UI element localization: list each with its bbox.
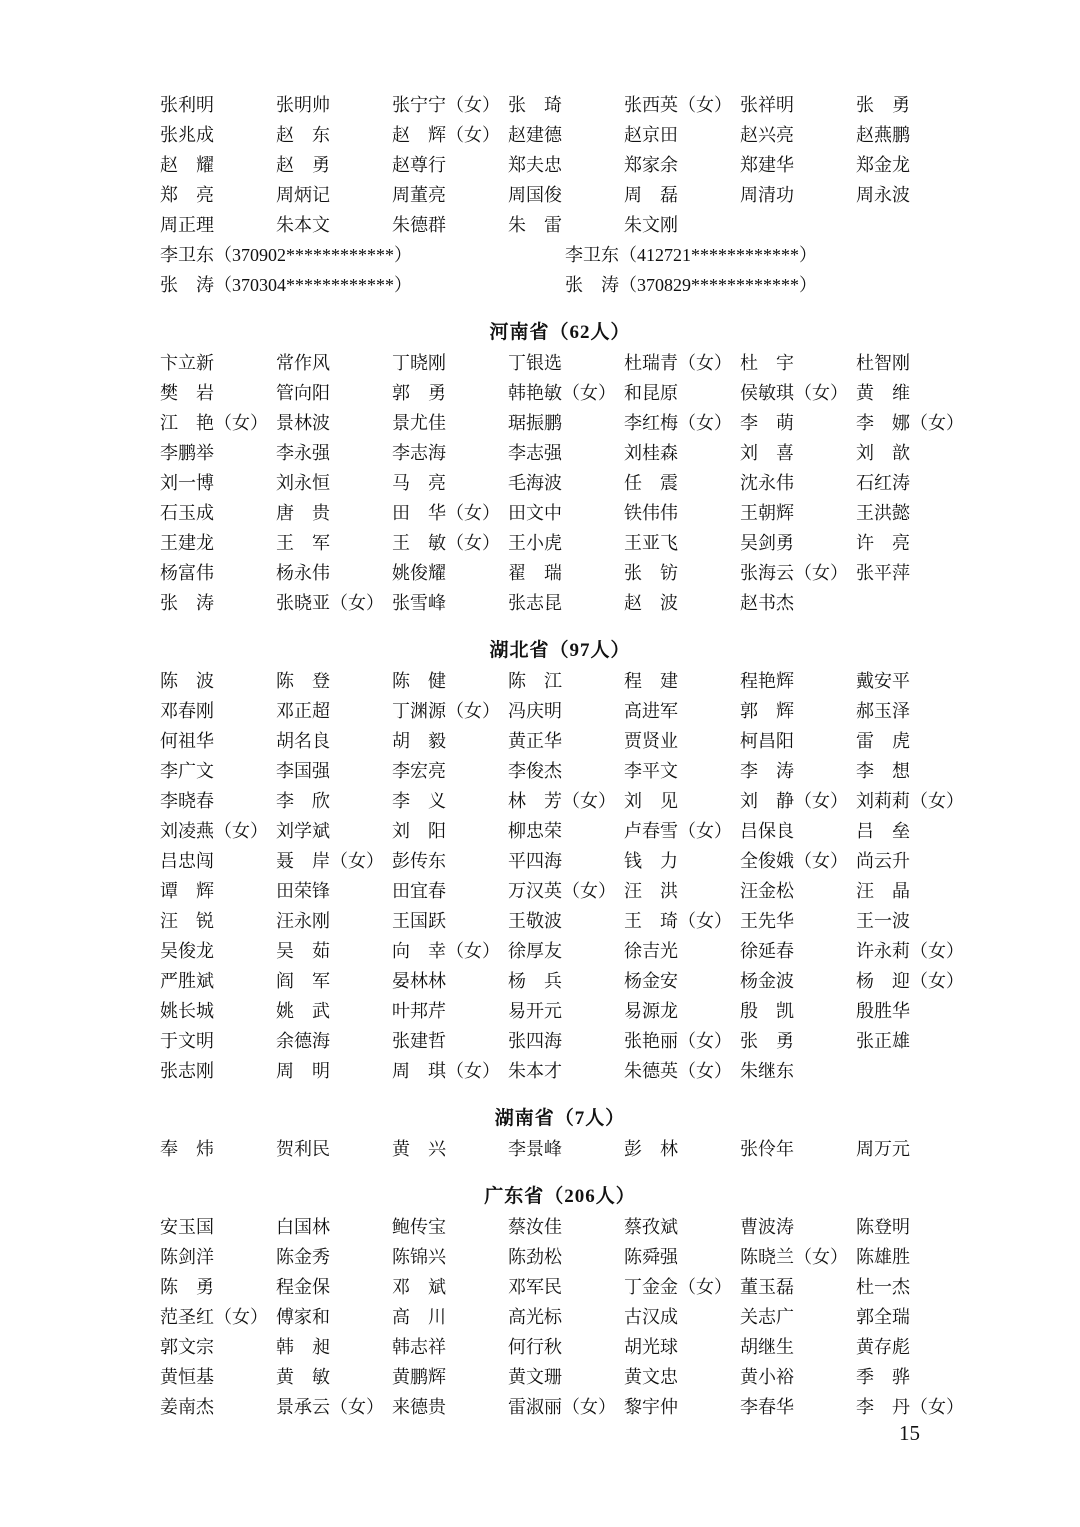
name-cell: 李 想 xyxy=(856,761,910,781)
name-row xyxy=(160,1134,960,1164)
name-cell: 李平文 xyxy=(624,761,678,781)
name-cell: 王亚飞 xyxy=(624,533,678,553)
name-cell: 陈舜强 xyxy=(624,1247,678,1267)
section-title: 湖北省（97人） xyxy=(489,640,631,661)
name-row xyxy=(160,996,960,1026)
name-cell: 王小虎 xyxy=(508,533,562,553)
name-cell: 汪 洪 xyxy=(624,881,678,901)
name-cell: 李俊杰 xyxy=(508,761,562,781)
name-cell: 张志刚 xyxy=(160,1061,214,1081)
name-cell: 陈锦兴 xyxy=(392,1247,446,1267)
name-cell: 李晓春 xyxy=(160,791,214,811)
name-cell: 张西英（女） xyxy=(624,95,732,115)
name-cell: 刘桂森 xyxy=(624,443,678,463)
name-cell: 朱本文 xyxy=(276,215,330,235)
name-cell: 杨 兵 xyxy=(508,971,562,991)
name-cell: 余德海 xyxy=(276,1031,330,1051)
name-cell: 刘一博 xyxy=(160,473,214,493)
name-cell: 丁银选 xyxy=(508,353,562,373)
name-cell: 易开元 xyxy=(508,1001,562,1021)
name-cell: 古汉成 xyxy=(624,1307,678,1327)
name-cell: 姚俊耀 xyxy=(392,563,446,583)
name-row xyxy=(160,468,960,498)
name-cell: 全俊娥（女） xyxy=(740,851,848,871)
name-cell: 郑夫忠 xyxy=(508,155,562,175)
name-cell: 王 军 xyxy=(276,533,330,553)
name-cell: 景承云（女） xyxy=(276,1397,384,1417)
name-row xyxy=(160,726,960,756)
name-cell: 汪 锐 xyxy=(160,911,214,931)
name-cell: 周正理 xyxy=(160,215,214,235)
name-cell: 郭全瑞 xyxy=(856,1307,910,1327)
name-cell: 杨永伟 xyxy=(276,563,330,583)
name-cell: 柯昌阳 xyxy=(740,731,794,751)
name-row xyxy=(160,696,960,726)
name-cell: 陈晓兰（女） xyxy=(740,1247,848,1267)
name-cell: 傅家和 xyxy=(276,1307,330,1327)
section-title: 河南省（62人） xyxy=(489,322,631,343)
name-cell: 雷淑丽（女） xyxy=(508,1397,616,1417)
name-cell: 黄文忠 xyxy=(624,1367,678,1387)
name-cell: 李国强 xyxy=(276,761,330,781)
name-cell: 石红涛 xyxy=(856,473,910,493)
name-cell: 黄 维 xyxy=(856,383,910,403)
name-cell: 季 骅 xyxy=(856,1367,910,1387)
name-cell: 韩艳敏（女） xyxy=(508,383,616,403)
name-cell: 张正雄 xyxy=(856,1031,910,1051)
name-cell: 汪永刚 xyxy=(276,911,330,931)
name-cell: 陈登明 xyxy=(856,1217,910,1237)
name-cell: 毛海波 xyxy=(508,473,562,493)
name-cell: 张 琦 xyxy=(508,95,562,115)
name-cell: 郑 亮 xyxy=(160,185,214,205)
name-row xyxy=(160,1026,960,1056)
name-cell: 陈金秀 xyxy=(276,1247,330,1267)
name-cell: 李 涛 xyxy=(740,761,794,781)
name-cell: 王一波 xyxy=(856,911,910,931)
name-cell: 姚 武 xyxy=(276,1001,330,1021)
name-cell: 周 琪（女） xyxy=(392,1061,500,1081)
name-cell: 张雪峰 xyxy=(392,593,446,613)
name-cell: 黎宇仲 xyxy=(624,1397,678,1417)
name-cell: 朱德群 xyxy=(392,215,446,235)
name-cell: 赵建德 xyxy=(508,125,562,145)
name-cell: 徐吉光 xyxy=(624,941,678,961)
name-row xyxy=(160,1302,960,1332)
name-cell: 赵京田 xyxy=(624,125,678,145)
name-cell: 叶邦芹 xyxy=(392,1001,446,1021)
name-cell: 董玉磊 xyxy=(740,1277,794,1297)
name-cell: 张 勇 xyxy=(856,95,910,115)
name-cell: 胡名良 xyxy=(276,731,330,751)
name-cell: 邓 斌 xyxy=(392,1277,446,1297)
name-cell: 高进军 xyxy=(624,701,678,721)
name-row xyxy=(160,528,960,558)
name-cell: 周永波 xyxy=(856,185,910,205)
name-cell: 杜智刚 xyxy=(856,353,910,373)
name-cell: 黄正华 xyxy=(508,731,562,751)
name-cell: 李 萌 xyxy=(740,413,794,433)
name-row xyxy=(160,1056,960,1086)
name-cell: 蔡孜斌 xyxy=(624,1217,678,1237)
name-cell: 张祥明 xyxy=(740,95,794,115)
section-title: 广东省（206人） xyxy=(484,1186,636,1207)
name-cell: 尚云升 xyxy=(856,851,910,871)
name-cell: 刘 阳 xyxy=(392,821,446,841)
name-cell: 李鹏举 xyxy=(160,443,214,463)
name-cell: 蔡汝佳 xyxy=(508,1217,562,1237)
name-cell: 程 建 xyxy=(624,671,678,691)
name-cell: 鲍传宝 xyxy=(392,1217,446,1237)
name-cell: 李志强 xyxy=(508,443,562,463)
name-cell: 彭 林 xyxy=(624,1139,678,1159)
name-cell: 陈 勇 xyxy=(160,1277,214,1297)
name-cell: 郭 辉 xyxy=(740,701,794,721)
name-cell: 李 娜（女） xyxy=(856,413,964,433)
name-cell: 陈 波 xyxy=(160,671,214,691)
name-cell: 赵兴亮 xyxy=(740,125,794,145)
name-cell: 李宏亮 xyxy=(392,761,446,781)
name-cell: 刘 喜 xyxy=(740,443,794,463)
name-cell: 赵 波 xyxy=(624,593,678,613)
name-row xyxy=(160,498,960,528)
name-cell: 周 明 xyxy=(276,1061,330,1081)
name-row xyxy=(160,90,960,120)
name-cell: 唐 贵 xyxy=(276,503,330,523)
name-cell: 刘 歆 xyxy=(856,443,910,463)
name-row xyxy=(160,1242,960,1272)
name-cell: 雷 虎 xyxy=(856,731,910,751)
name-cell: 赵尊行 xyxy=(392,155,446,175)
name-cell: 张兆成 xyxy=(160,125,214,145)
name-cell: 彭传东 xyxy=(392,851,446,871)
name-cell: 赵 东 xyxy=(276,125,330,145)
name-row xyxy=(160,906,960,936)
name-cell: 奉 炜 xyxy=(160,1139,214,1159)
name-cell: 汪 晶 xyxy=(856,881,910,901)
name-cell: 丁金金（女） xyxy=(624,1277,732,1297)
name-cell: 陈劲松 xyxy=(508,1247,562,1267)
name-cell: 黄 兴 xyxy=(392,1139,446,1159)
name-cell: 丁渊源（女） xyxy=(392,701,500,721)
name-cell: 张 涛 xyxy=(160,593,214,613)
name-cell: 朱德英（女） xyxy=(624,1061,732,1081)
name-cell: 贾贤业 xyxy=(624,731,678,751)
name-cell: 常作风 xyxy=(276,353,330,373)
name-cell: 朱继东 xyxy=(740,1061,794,1081)
name-row xyxy=(160,786,964,816)
name-row xyxy=(160,378,960,408)
name-cell: 周万元 xyxy=(856,1139,910,1159)
name-cell: 张伶年 xyxy=(740,1139,794,1159)
name-cell: 朱 雷 xyxy=(508,215,562,235)
name-cell: 贺利民 xyxy=(276,1139,330,1159)
name-row xyxy=(160,150,960,180)
name-cell: 周 磊 xyxy=(624,185,678,205)
name-cell: 冯庆明 xyxy=(508,701,562,721)
name-cell: 谭 辉 xyxy=(160,881,214,901)
name-cell: 陈 江 xyxy=(508,671,562,691)
name-cell: 刘 见 xyxy=(624,791,678,811)
name-cell: 杨金安 xyxy=(624,971,678,991)
name-row xyxy=(160,846,960,876)
name-cell: 阎 军 xyxy=(276,971,330,991)
name-cell: 韩志祥 xyxy=(392,1337,446,1357)
name-cell: 吴剑勇 xyxy=(740,533,794,553)
name-cell: 程艳辉 xyxy=(740,671,794,691)
name-cell: 姜南杰 xyxy=(160,1397,214,1417)
name-cell: 赵 辉（女） xyxy=(392,125,500,145)
name-cell: 张宁宁（女） xyxy=(392,95,500,115)
name-cell: 林 芳（女） xyxy=(508,791,616,811)
name-cell: 郑家余 xyxy=(624,155,678,175)
name-cell: 吕忠闯 xyxy=(160,851,214,871)
name-cell: 陈雄胜 xyxy=(856,1247,910,1267)
name-cell: 杨金波 xyxy=(740,971,794,991)
name-cell: 陈 登 xyxy=(276,671,330,691)
name-cell: 于文明 xyxy=(160,1031,214,1051)
name-cell: 杜一杰 xyxy=(856,1277,910,1297)
name-with-id: 李卫东（412721************） xyxy=(565,245,817,265)
name-cell: 关志广 xyxy=(740,1307,794,1327)
name-cell: 管向阳 xyxy=(276,383,330,403)
name-cell: 杜瑞青（女） xyxy=(624,353,732,373)
name-cell: 殷胜华 xyxy=(856,1001,910,1021)
name-cell: 徐厚友 xyxy=(508,941,562,961)
name-cell: 卞立新 xyxy=(160,353,214,373)
name-cell: 向 幸（女） xyxy=(392,941,500,961)
name-cell: 和昆原 xyxy=(624,383,678,403)
name-cell: 李 义 xyxy=(392,791,446,811)
name-cell: 王敬波 xyxy=(508,911,562,931)
name-cell: 徐延春 xyxy=(740,941,794,961)
name-cell: 安玉国 xyxy=(160,1217,214,1237)
name-cell: 刘凌燕（女） xyxy=(160,821,268,841)
name-cell: 聂 岸（女） xyxy=(276,851,384,871)
name-with-id: 李卫东（370902************） xyxy=(160,245,412,265)
name-cell: 任 震 xyxy=(624,473,678,493)
name-cell: 景尤佳 xyxy=(392,413,446,433)
name-cell: 韩 昶 xyxy=(276,1337,330,1357)
name-cell: 王 琦（女） xyxy=(624,911,732,931)
name-cell: 程金保 xyxy=(276,1277,330,1297)
name-cell: 周清功 xyxy=(740,185,794,205)
name-row xyxy=(160,1212,960,1242)
name-cell: 邓正超 xyxy=(276,701,330,721)
name-cell: 樊 岩 xyxy=(160,383,214,403)
name-cell: 沈永伟 xyxy=(740,473,794,493)
name-cell: 吴 茹 xyxy=(276,941,330,961)
name-cell: 李 丹（女） xyxy=(856,1397,964,1417)
name-cell: 田宜春 xyxy=(392,881,446,901)
name-cell: 赵书杰 xyxy=(740,593,794,613)
name-cell: 殷 凯 xyxy=(740,1001,794,1021)
name-cell: 张志昆 xyxy=(508,593,562,613)
name-cell: 刘学斌 xyxy=(276,821,330,841)
name-cell: 陈剑洋 xyxy=(160,1247,214,1267)
name-cell: 高光标 xyxy=(508,1307,562,1327)
name-row xyxy=(160,210,960,240)
name-cell: 吕保良 xyxy=(740,821,794,841)
name-cell: 侯敏琪（女） xyxy=(740,383,848,403)
name-cell: 周国俊 xyxy=(508,185,562,205)
name-cell: 王先华 xyxy=(740,911,794,931)
id-row xyxy=(160,270,960,300)
name-cell: 王朝辉 xyxy=(740,503,794,523)
name-row xyxy=(160,558,960,588)
name-cell: 黄 敏 xyxy=(276,1367,330,1387)
section-title: 湖南省（7人） xyxy=(494,1108,626,1129)
name-cell: 李广文 xyxy=(160,761,214,781)
id-row xyxy=(160,240,960,270)
name-cell: 李永强 xyxy=(276,443,330,463)
name-cell: 黄存彪 xyxy=(856,1337,910,1357)
name-cell: 许永莉（女） xyxy=(856,941,964,961)
name-cell: 翟 瑞 xyxy=(508,563,562,583)
name-cell: 刘永恒 xyxy=(276,473,330,493)
name-cell: 黄鹏辉 xyxy=(392,1367,446,1387)
name-cell: 丁晓刚 xyxy=(392,353,446,373)
name-cell: 杜 宇 xyxy=(740,353,794,373)
name-cell: 李志海 xyxy=(392,443,446,463)
name-cell: 李 欣 xyxy=(276,791,330,811)
name-cell: 张海云（女） xyxy=(740,563,848,583)
name-cell: 李春华 xyxy=(740,1397,794,1417)
name-cell: 张建哲 xyxy=(392,1031,446,1051)
name-row xyxy=(160,1332,960,1362)
name-cell: 景林波 xyxy=(276,413,330,433)
name-cell: 铁伟伟 xyxy=(624,503,678,523)
name-row xyxy=(160,120,960,150)
name-cell: 王 敏（女） xyxy=(392,533,500,553)
name-row xyxy=(160,348,960,378)
name-cell: 许 亮 xyxy=(856,533,910,553)
name-cell: 姚长城 xyxy=(160,1001,214,1021)
name-cell: 胡继生 xyxy=(740,1337,794,1357)
name-cell: 赵燕鹏 xyxy=(856,125,910,145)
name-row xyxy=(160,936,964,966)
name-cell: 李红梅（女） xyxy=(624,413,732,433)
name-cell: 胡光球 xyxy=(624,1337,678,1357)
name-cell: 戴安平 xyxy=(856,671,910,691)
name-cell: 郝玉泽 xyxy=(856,701,910,721)
name-cell: 马 亮 xyxy=(392,473,446,493)
name-cell: 周炳记 xyxy=(276,185,330,205)
name-row xyxy=(160,666,960,696)
name-row xyxy=(160,966,964,996)
name-cell: 李景峰 xyxy=(508,1139,562,1159)
name-cell: 朱本才 xyxy=(508,1061,562,1081)
name-cell: 何行秋 xyxy=(508,1337,562,1357)
name-cell: 晏林林 xyxy=(392,971,446,991)
name-cell: 刘莉莉（女） xyxy=(856,791,964,811)
name-cell: 朱文刚 xyxy=(624,215,678,235)
name-cell: 张晓亚（女） xyxy=(276,593,384,613)
name-cell: 刘 静（女） xyxy=(740,791,848,811)
name-row xyxy=(160,1272,960,1302)
name-cell: 黄小裕 xyxy=(740,1367,794,1387)
name-cell: 邓春刚 xyxy=(160,701,214,721)
name-cell: 杨 迎（女） xyxy=(856,971,964,991)
name-cell: 白国林 xyxy=(276,1217,330,1237)
name-cell: 汪金松 xyxy=(740,881,794,901)
name-cell: 赵 耀 xyxy=(160,155,214,175)
name-row xyxy=(160,588,960,618)
name-row xyxy=(160,876,960,906)
name-cell: 黄恒基 xyxy=(160,1367,214,1387)
name-row xyxy=(160,1362,960,1392)
name-cell: 田 华（女） xyxy=(392,503,500,523)
name-cell: 张明帅 xyxy=(276,95,330,115)
name-cell: 张艳丽（女） xyxy=(624,1031,732,1051)
name-cell: 来德贵 xyxy=(392,1397,446,1417)
page-number: 15 xyxy=(899,1421,920,1445)
name-cell: 郑金龙 xyxy=(856,155,910,175)
name-cell: 张利明 xyxy=(160,95,214,115)
name-row xyxy=(160,180,960,210)
name-cell: 平四海 xyxy=(508,851,562,871)
name-cell: 柳忠荣 xyxy=(508,821,562,841)
name-with-id: 张 涛（370829************） xyxy=(565,275,817,295)
name-cell: 何祖华 xyxy=(160,731,214,751)
name-cell: 琚振鹏 xyxy=(508,413,562,433)
name-row xyxy=(160,816,960,846)
name-cell: 范圣红（女） xyxy=(160,1307,268,1327)
name-cell: 周董亮 xyxy=(392,185,446,205)
name-cell: 田荣锋 xyxy=(276,881,330,901)
name-cell: 张平萍 xyxy=(856,563,910,583)
name-cell: 王建龙 xyxy=(160,533,214,553)
province-sections xyxy=(160,90,964,1422)
name-cell: 郭 勇 xyxy=(392,383,446,403)
name-cell: 黄文珊 xyxy=(508,1367,562,1387)
name-cell: 赵 勇 xyxy=(276,155,330,175)
name-cell: 陈 健 xyxy=(392,671,446,691)
name-cell: 高 川 xyxy=(392,1307,446,1327)
name-cell: 张 勇 xyxy=(740,1031,794,1051)
name-row xyxy=(160,408,964,438)
name-row xyxy=(160,756,960,786)
name-cell: 王洪懿 xyxy=(856,503,910,523)
name-row xyxy=(160,1392,964,1422)
name-cell: 王国跃 xyxy=(392,911,446,931)
name-cell: 江 艳（女） xyxy=(160,413,268,433)
name-cell: 胡 毅 xyxy=(392,731,446,751)
name-cell: 田文中 xyxy=(508,503,562,523)
name-cell: 石玉成 xyxy=(160,503,214,523)
name-cell: 曹波涛 xyxy=(740,1217,794,1237)
name-cell: 杨富伟 xyxy=(160,563,214,583)
name-cell: 邓军民 xyxy=(508,1277,562,1297)
name-cell: 万汉英（女） xyxy=(508,881,616,901)
name-cell: 郑建华 xyxy=(740,155,794,175)
name-cell: 吕 垒 xyxy=(856,821,910,841)
name-cell: 吴俊龙 xyxy=(160,941,214,961)
name-cell: 钱 力 xyxy=(624,851,678,871)
name-row xyxy=(160,438,960,468)
name-cell: 卢春雪（女） xyxy=(624,821,732,841)
name-with-id: 张 涛（370304************） xyxy=(160,275,412,295)
name-cell: 张 钫 xyxy=(624,563,678,583)
name-cell: 张四海 xyxy=(508,1031,562,1051)
name-cell: 严胜斌 xyxy=(160,971,214,991)
name-cell: 易源龙 xyxy=(624,1001,678,1021)
name-cell: 郭文宗 xyxy=(160,1337,214,1357)
